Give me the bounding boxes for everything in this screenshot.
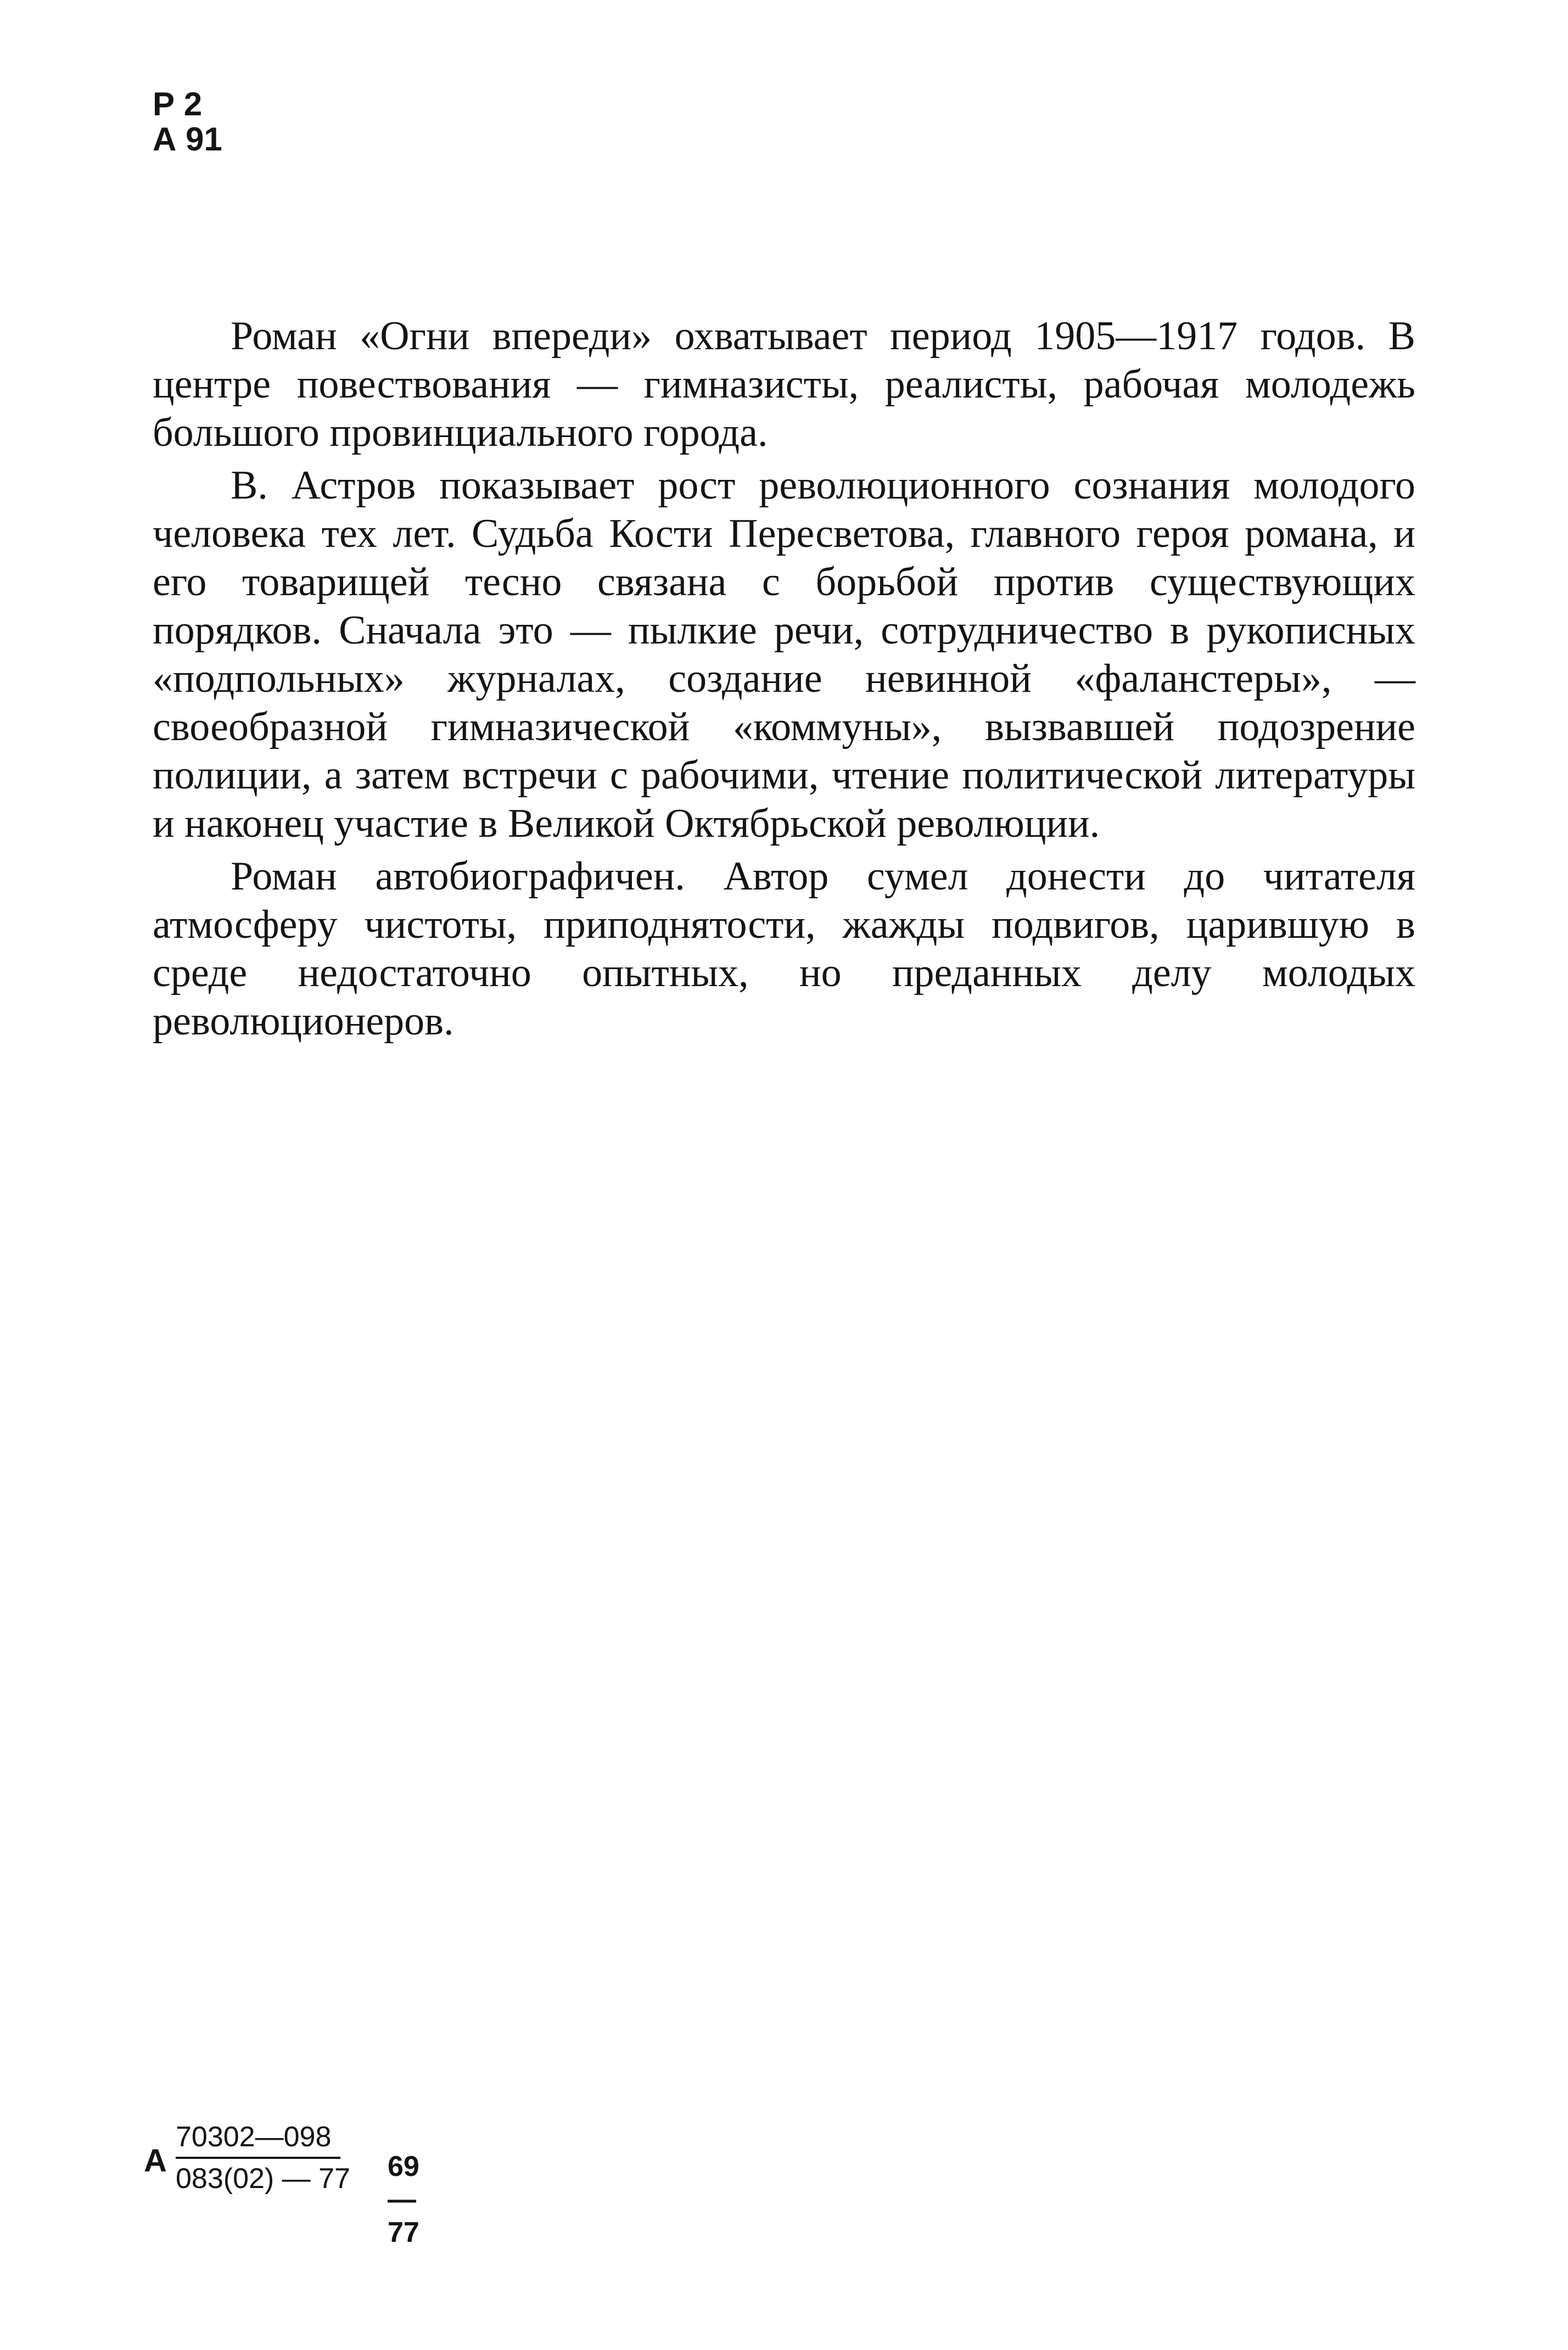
publication-index-prefix: А xyxy=(144,2143,167,2179)
annotation-paragraph: В. Астров показывает рост революционного сознания молодого человека тех лет. Судьба Кости Пересветова, главного героя романа, и его товарищей тесно связана с борьбой против существующих порядков. Сначала это — пылкие речи, сотрудничество в рукописных «подпольных» журналах, создание невинной «фаланстеры», — своеобразной гимназической «коммуны», вызвавшей подозрение полиции, а затем встречи с рабочими, чтение политической литературы и наконец участие в Великой Октябрьской революции. xyxy=(153,463,1415,846)
publication-index-suffix: 69—77 xyxy=(388,2151,419,2248)
annotation-paragraph: Роман автобиографичен. Автор сумел донести до читателя атмосферу чистоты, приподнятости, жажды подвигов, царившую в среде недостаточно опытных, но преданных делу молодых революционеров. xyxy=(153,854,1415,1044)
publication-index-numerator: 70302—098 xyxy=(176,2120,340,2159)
book-annotation xyxy=(153,312,1415,1050)
annotation-paragraph: Роман «Огни впереди» охватывает период 1905—1917 годов. В центре повествования — гимназисты, реалисты, рабочая молодежь большого провинциального города. xyxy=(153,314,1415,455)
publication-index-fraction xyxy=(176,2120,505,2195)
publication-index-denominator: 083(02) — 77 xyxy=(176,2163,350,2195)
classification-line-1: Р 2 xyxy=(153,86,203,122)
classification-line-2: А 91 xyxy=(153,121,222,158)
library-classification-code xyxy=(153,87,222,157)
